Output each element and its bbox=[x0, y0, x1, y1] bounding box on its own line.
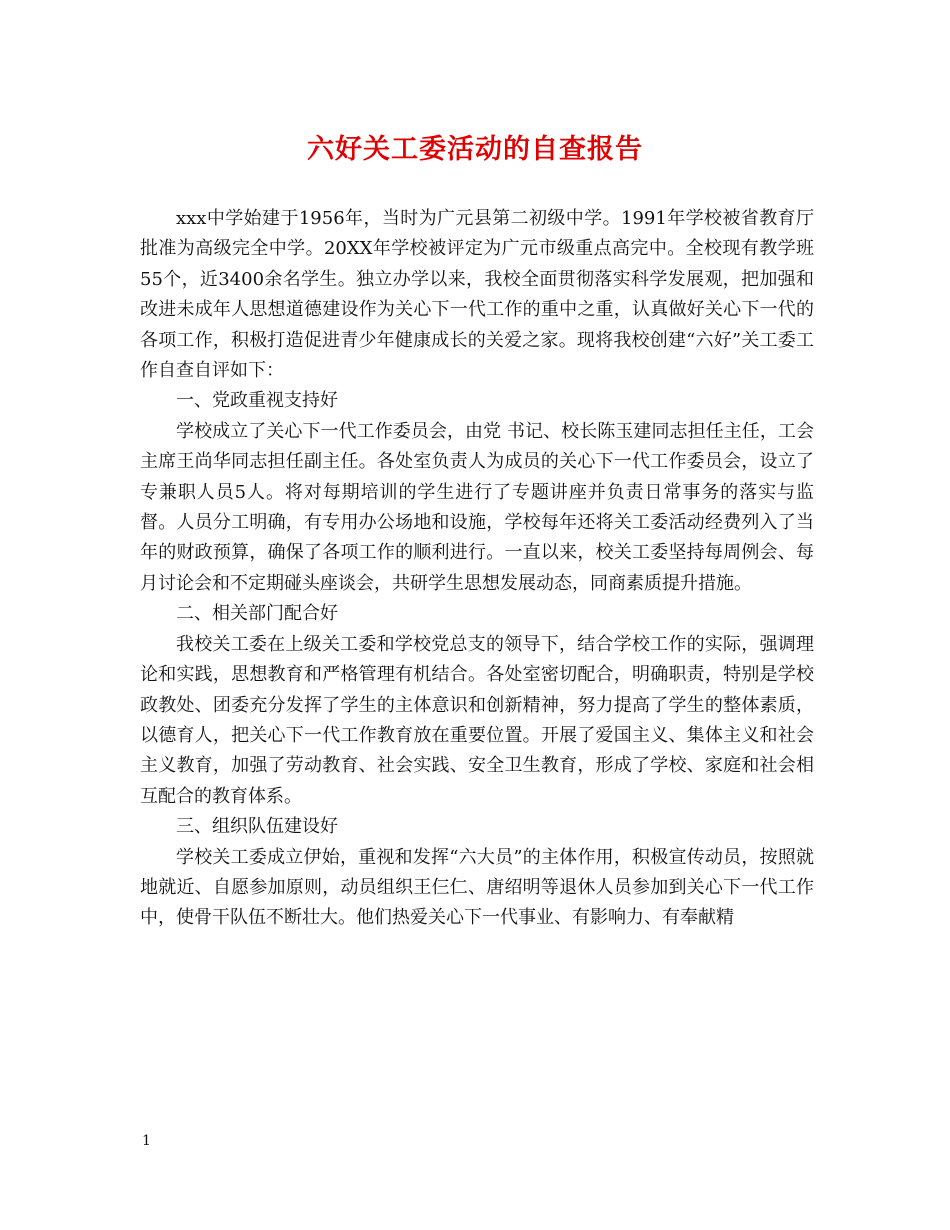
page-number: 1 bbox=[142, 1133, 151, 1149]
document-title: 六好关工委活动的自查报告 bbox=[307, 134, 643, 165]
paragraph-section-2: 我校关工委在上级关工委和学校党总支的领导下，结合学校工作的实际，强调理论和实践，思想教育和严格管理有机结合。各处室密切配合，明确职责，特别是学校政教处、团委充分发挥了学生的主体意识和创新精神，努力提高了学生的整体素质，以德育人，把关心下一代工作教育放在重要位置。开展了爱国主义、集体主义和社会主义教育，加强了劳动教育、社会实践、安全卫生教育，形成了学校、家庭和社会相互配合的教育体系。 bbox=[140, 633, 814, 807]
section-heading-3: 三、组织队伍建设好 bbox=[176, 816, 338, 838]
paragraph-section-3: 学校关工委成立伊始，重视和发挥“六大员”的主体作用，积极宣传动员，按照就地就近、自愿参加原则，动员组织王仨仁、唐绍明等退休人员参加到关心下一代工作中，使骨干队伍不断壮大。他们热爱关心下一代事业、有影响力、有奉献精 bbox=[140, 846, 814, 929]
document-body bbox=[140, 204, 814, 934]
paragraph-section-1: 学校成立了关心下一代工作委员会，由党 书记、校长陈玉建同志担任主任，工会主席王尚华同志担任副主任。各处室负责人为成员的关心下一代工作委员会，设立了专兼职人员5人。将对每期培训的学生进行了专题讲座并负责日常事务的落实与监督。人员分工明确，有专用办公场地和设施，学校每年还将关工委活动经费列入了当年的财政预算，确保了各项工作的顺利进行。一直以来，校关工委坚持每周例会、每月讨论会和不定期碰头座谈会，共研学生思想发展动态，同商素质提升措施。 bbox=[140, 420, 814, 594]
section-heading-1: 一、党政重视支持好 bbox=[176, 390, 338, 412]
section-heading-2: 二、相关部门配合好 bbox=[176, 603, 338, 625]
paragraph-intro: xxx中学始建于1956年，当时为广元县第二初级中学。1991年学校被省教育厅批准为高级完全中学。20XX年学校被评定为广元市级重点高完中。全校现有教学班55个，近3400余名学生。独立办学以来，我校全面贯彻落实科学发展观，把加强和改进未成年人思想道德建设作为关心下一代工作的重中之重，认真做好关心下一代的各项工作，积极打造促进青少年健康成长的关爱之家。现将我校创建“六好”关工委工作自查自评如下： bbox=[140, 208, 814, 382]
